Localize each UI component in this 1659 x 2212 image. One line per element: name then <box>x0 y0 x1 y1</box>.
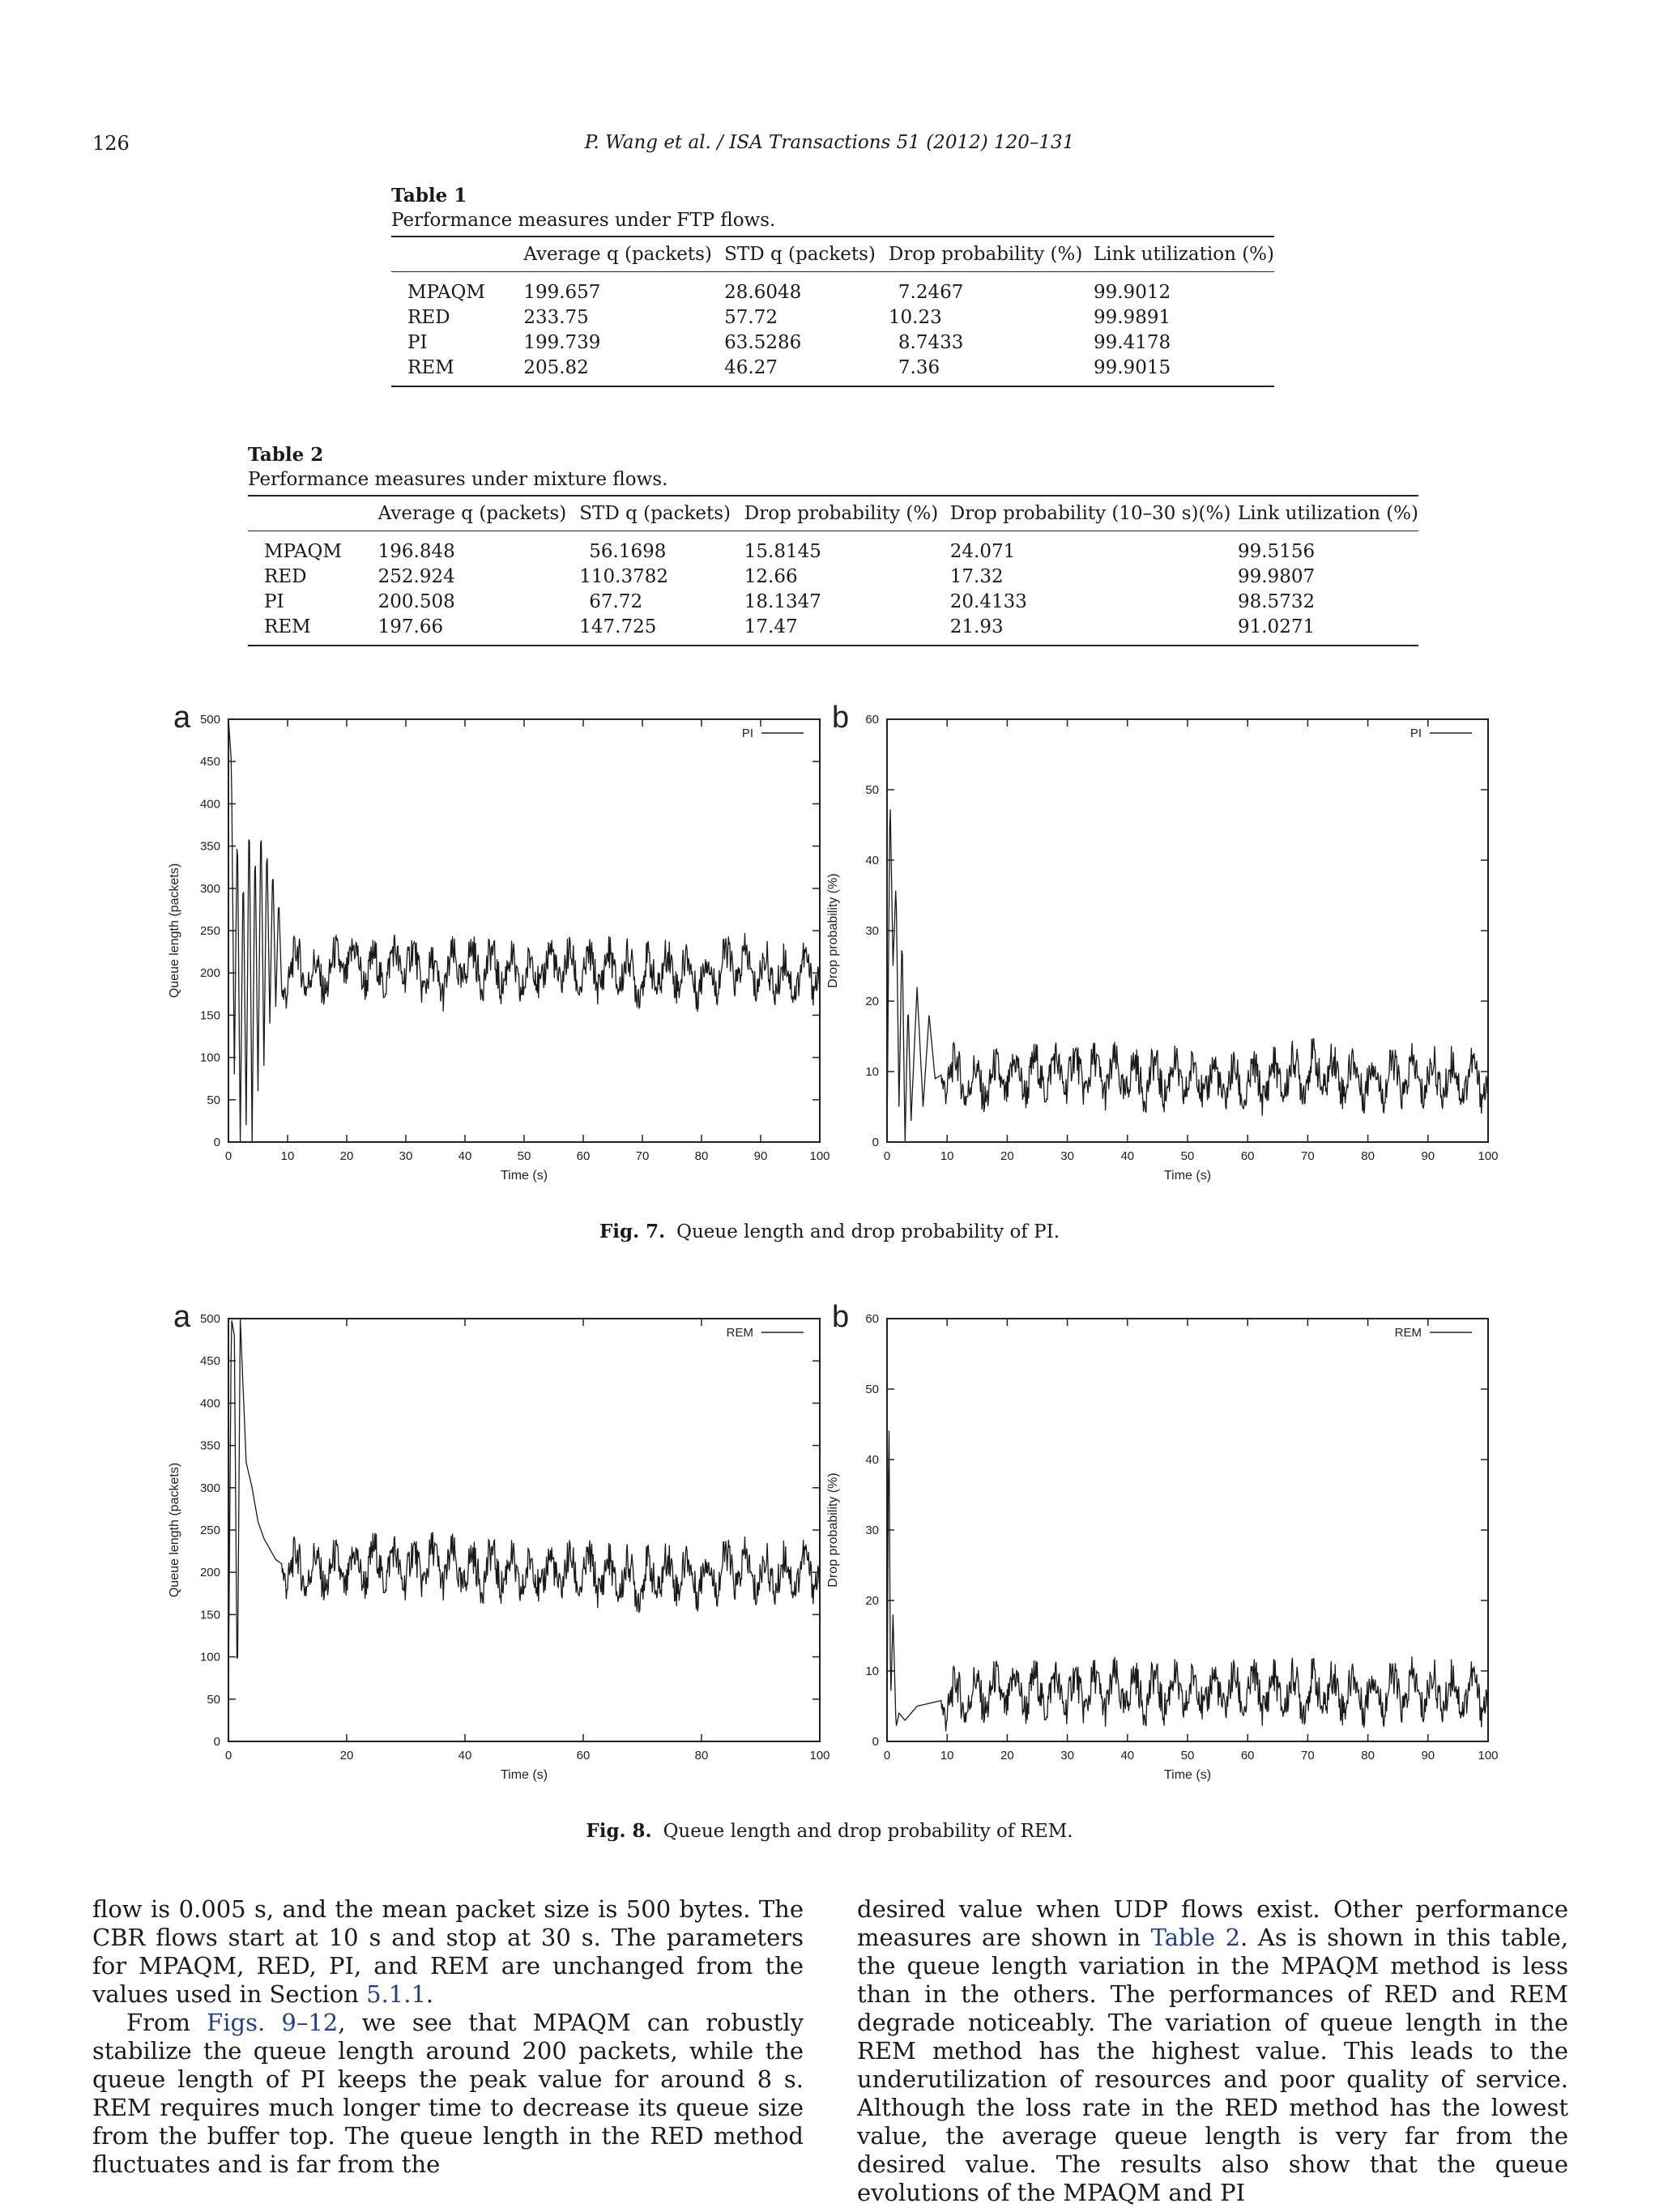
x-tick-label: 10 <box>940 1149 954 1163</box>
figure-8-caption <box>0 1820 1659 1842</box>
table-cell: 10.23 <box>888 307 942 328</box>
y-tick-label: 100 <box>199 1051 220 1065</box>
table-1-grid <box>391 236 1274 387</box>
y-tick-label: 100 <box>199 1650 220 1664</box>
x-tick-label: 90 <box>1421 1749 1435 1762</box>
figure-7-label: Fig. 7. <box>599 1221 666 1242</box>
y-tick-label: 250 <box>199 1524 220 1537</box>
table-cell: 24.071 <box>949 541 1016 562</box>
table-2 <box>248 444 1418 646</box>
table-cell: 46.27 <box>724 357 889 386</box>
x-tick-label: 80 <box>1361 1149 1375 1163</box>
table-cell: 28.6048 <box>724 282 802 303</box>
x-axis-label: Time (s) <box>1163 1768 1212 1782</box>
series-line <box>228 1319 820 1690</box>
figure-7 <box>0 688 1659 1191</box>
table-header-cell: Link utilization (%) <box>1238 496 1418 531</box>
table-row <box>248 531 1418 567</box>
x-axis-label: Time (s) <box>500 1169 548 1183</box>
y-tick-label: 350 <box>199 1438 220 1453</box>
table-cell: RED <box>264 566 307 587</box>
y-tick-label: 60 <box>865 713 879 727</box>
series-line <box>887 1430 1488 1741</box>
y-tick-label: 350 <box>199 839 220 854</box>
table-cell: 99.9807 <box>1237 566 1316 587</box>
table-cell: 21.93 <box>950 616 1238 646</box>
x-tick-label: 100 <box>1478 1149 1499 1163</box>
x-tick-label: 60 <box>1240 1749 1255 1762</box>
x-tick-label: 80 <box>1361 1749 1375 1762</box>
y-tick-label: 40 <box>865 854 879 867</box>
table-row <box>391 332 1274 357</box>
body-left-column <box>92 1895 804 2179</box>
table-link[interactable]: Table 2 <box>1150 1924 1241 1951</box>
y-tick-label: 0 <box>872 1136 879 1149</box>
table-cell: 99.5156 <box>1237 541 1316 562</box>
y-tick-label: 20 <box>865 1594 879 1608</box>
x-axis-label: Time (s) <box>500 1768 548 1782</box>
table-cell: 99.9012 <box>1093 282 1171 303</box>
x-tick-label: 40 <box>458 1749 472 1762</box>
y-tick-label: 20 <box>865 995 879 1008</box>
x-tick-label: 100 <box>809 1149 830 1163</box>
y-tick-label: 50 <box>207 1093 220 1107</box>
table-cell: MPAQM <box>264 541 342 562</box>
table-header-cell: Link utilization (%) <box>1094 237 1274 272</box>
y-axis-label: Queue length (packets) <box>168 863 181 999</box>
x-tick-label: 0 <box>883 1749 891 1762</box>
table-cell: PI <box>407 332 428 353</box>
plot-frame <box>228 1319 820 1741</box>
y-tick-label: 60 <box>865 1312 879 1326</box>
x-tick-label: 40 <box>458 1149 472 1163</box>
x-tick-label: 70 <box>1301 1749 1315 1762</box>
y-tick-label: 30 <box>865 1524 879 1537</box>
legend-label: PI <box>741 727 753 740</box>
y-tick-label: 500 <box>199 713 220 727</box>
legend-label: REM <box>1394 1326 1422 1340</box>
paragraph-text: . <box>425 1980 434 2008</box>
table-row <box>248 616 1418 646</box>
table-cell: 200.508 <box>377 591 455 612</box>
table-2-header-row <box>248 496 1418 531</box>
panel-letter: a <box>173 701 191 735</box>
table-1 <box>391 185 1274 387</box>
table-cell: REM <box>391 357 523 386</box>
figure-7-plots <box>0 688 1659 1191</box>
x-tick-label: 60 <box>576 1749 591 1762</box>
panel-letter: a <box>173 1300 191 1334</box>
x-tick-label: 60 <box>1240 1149 1255 1163</box>
y-axis-label: Drop probability (%) <box>826 873 840 988</box>
figure-7-caption <box>0 1221 1659 1242</box>
paragraph-text: desired value when UDP flows exist. Other performance measures are shown in <box>857 1895 1568 1951</box>
table-cell: 12.66 <box>744 566 798 587</box>
paragraph-text: , we see that MPAQM can robustly stabilize the queue length around 200 packets, while the queue length of PI keeps the peak value for around 8 s. REM requires much longer time to decrease its queue size from the buffer top. The queue length in the RED method fluctuates and is far from the <box>92 2009 804 2178</box>
y-tick-label: 50 <box>207 1692 220 1707</box>
figure-8-caption-text: Queue length and drop probability of REM. <box>663 1821 1073 1842</box>
x-tick-label: 30 <box>399 1149 413 1163</box>
table-cell: 99.9015 <box>1094 357 1274 386</box>
table-cell: 17.47 <box>744 616 950 646</box>
x-tick-label: 80 <box>694 1749 709 1762</box>
legend-label: PI <box>1410 727 1422 740</box>
paragraph-text: . As is shown in this table, the queue length variation in the MPAQM method is less than in the others. The performances of RED and REM degrade noticeably. The variation of queue length in the REM method has the highest value. This leads to the underutilization of resources and poor quality of service. Although the loss rate in the RED method has the lowest value, the average queue length is very far from the desired value. The results also show that the queue evolutions of the MPAQM and PI <box>857 1924 1568 2206</box>
figure-7-caption-text: Queue length and drop probability of PI. <box>676 1221 1060 1242</box>
x-tick-label: 100 <box>1478 1749 1499 1762</box>
panel-letter: b <box>832 701 850 735</box>
table-1-label: Table 1 <box>391 185 467 207</box>
table-cell: 147.725 <box>579 616 744 646</box>
table-1-caption: Performance measures under FTP flows. <box>391 210 776 231</box>
table-header-cell: STD q (packets) <box>579 496 744 531</box>
section-link[interactable]: 5.1.1 <box>366 1980 426 2008</box>
table-header-cell: Drop probability (10–30 s)(%) <box>950 496 1238 531</box>
x-tick-label: 10 <box>940 1749 954 1762</box>
x-tick-label: 30 <box>1060 1749 1074 1762</box>
table-cell: 8.7433 <box>898 332 964 353</box>
x-tick-label: 50 <box>1180 1149 1195 1163</box>
table-2-caption: Performance measures under mixture flows. <box>248 469 668 490</box>
body-right-column <box>857 1895 1568 2207</box>
table-cell: 98.5732 <box>1237 591 1316 612</box>
y-tick-label: 0 <box>213 1136 220 1149</box>
table-header-cell: STD q (packets) <box>724 237 889 272</box>
body-paragraph <box>857 1895 1568 2207</box>
x-tick-label: 20 <box>339 1149 354 1163</box>
y-tick-label: 200 <box>199 1566 220 1580</box>
x-tick-label: 70 <box>1301 1149 1315 1163</box>
y-tick-label: 50 <box>865 1383 879 1396</box>
body-paragraph <box>92 1895 804 2009</box>
table-cell: 199.657 <box>523 282 601 303</box>
y-tick-label: 30 <box>865 924 879 938</box>
y-tick-label: 50 <box>865 783 879 797</box>
table-cell: 205.82 <box>523 357 724 386</box>
table-header-cell <box>391 237 523 272</box>
table-header-cell: Drop probability (%) <box>744 496 950 531</box>
table-cell: MPAQM <box>407 282 485 303</box>
y-tick-label: 0 <box>213 1735 220 1749</box>
table-header-cell <box>248 496 378 531</box>
table-header-cell: Average q (packets) <box>378 496 580 531</box>
x-tick-label: 50 <box>517 1149 531 1163</box>
figure-8-plots <box>0 1288 1659 1794</box>
x-tick-label: 20 <box>1000 1149 1014 1163</box>
table-cell: 20.4133 <box>949 591 1027 612</box>
table-cell: 17.32 <box>949 566 1004 587</box>
table-cell: 67.72 <box>589 591 643 612</box>
table-cell: 91.0271 <box>1238 616 1418 646</box>
x-tick-label: 40 <box>1120 1149 1135 1163</box>
table-cell: 196.848 <box>377 541 455 562</box>
table-cell: 99.4178 <box>1093 332 1171 353</box>
x-tick-label: 90 <box>753 1149 768 1163</box>
figure-8 <box>0 1288 1659 1794</box>
y-tick-label: 400 <box>199 1396 220 1411</box>
y-tick-label: 250 <box>199 924 220 938</box>
y-axis-label: Queue length (packets) <box>168 1462 181 1598</box>
x-tick-label: 0 <box>883 1149 891 1163</box>
page-number: 126 <box>92 132 130 155</box>
panel-letter: b <box>832 1300 850 1334</box>
table-2-label: Table 2 <box>248 444 324 466</box>
table-row <box>248 566 1418 591</box>
x-tick-label: 0 <box>224 1749 232 1762</box>
table-cell: 197.66 <box>378 616 580 646</box>
y-tick-label: 150 <box>199 1008 220 1023</box>
y-tick-label: 500 <box>199 1312 220 1326</box>
x-axis-label: Time (s) <box>1163 1169 1212 1183</box>
table-row <box>391 307 1274 332</box>
x-tick-label: 20 <box>339 1749 354 1762</box>
body-paragraph <box>92 2009 804 2179</box>
x-tick-label: 30 <box>1060 1149 1074 1163</box>
x-tick-label: 50 <box>1180 1749 1195 1762</box>
figures-link[interactable]: Figs. 9–12 <box>207 2009 339 2036</box>
table-cell: 56.1698 <box>589 541 667 562</box>
x-tick-label: 60 <box>576 1149 591 1163</box>
x-tick-label: 0 <box>224 1149 232 1163</box>
table-cell: 18.1347 <box>744 591 821 612</box>
table-cell: 199.739 <box>523 332 601 353</box>
legend-label: REM <box>726 1326 753 1340</box>
table-header-cell: Drop probability (%) <box>889 237 1094 272</box>
y-tick-label: 400 <box>199 797 220 812</box>
table-cell: 252.924 <box>377 566 455 587</box>
series-line <box>228 719 820 1142</box>
table-cell: 233.75 <box>523 307 589 328</box>
table-1-header-row <box>391 237 1274 272</box>
y-tick-label: 10 <box>865 1065 879 1079</box>
x-tick-label: 20 <box>1000 1749 1014 1762</box>
x-tick-label: 70 <box>635 1149 650 1163</box>
running-header: P. Wang et al. / ISA Transactions 51 (2012) 120–131 <box>584 132 1075 153</box>
y-tick-label: 300 <box>199 881 220 896</box>
x-tick-label: 10 <box>280 1149 295 1163</box>
table-2-grid <box>248 495 1418 646</box>
y-tick-label: 150 <box>199 1608 220 1622</box>
y-tick-label: 200 <box>199 966 220 981</box>
y-tick-label: 450 <box>199 755 220 769</box>
table-cell: 7.36 <box>889 357 1094 386</box>
table-cell: 15.8145 <box>744 541 821 562</box>
table-row <box>248 591 1418 616</box>
y-tick-label: 300 <box>199 1481 220 1495</box>
y-tick-label: 40 <box>865 1453 879 1467</box>
x-tick-label: 90 <box>1421 1149 1435 1163</box>
table-cell: 63.5286 <box>724 332 802 353</box>
table-cell: REM <box>248 616 378 646</box>
table-cell: 110.3782 <box>579 566 669 587</box>
table-header-cell: Average q (packets) <box>523 237 724 272</box>
series-line <box>887 809 1488 1142</box>
x-tick-label: 100 <box>809 1749 830 1762</box>
y-tick-label: 10 <box>865 1664 879 1678</box>
y-tick-label: 0 <box>872 1735 879 1749</box>
table-row <box>391 272 1274 308</box>
y-tick-label: 450 <box>199 1354 220 1369</box>
table-cell: 57.72 <box>724 307 778 328</box>
table-row <box>391 357 1274 386</box>
paragraph-text: From <box>126 2009 207 2036</box>
table-cell: 99.9891 <box>1093 307 1171 328</box>
table-cell: RED <box>407 307 450 328</box>
table-cell: 7.2467 <box>898 282 964 303</box>
y-axis-label: Drop probability (%) <box>826 1473 840 1588</box>
figure-8-label: Fig. 8. <box>586 1820 652 1842</box>
table-cell: PI <box>264 591 284 612</box>
plot-frame <box>228 719 820 1142</box>
x-tick-label: 40 <box>1120 1749 1135 1762</box>
x-tick-label: 80 <box>694 1149 709 1163</box>
paragraph-text: flow is 0.005 s, and the mean packet size is 500 bytes. The CBR flows start at 10 s and stop at 30 s. The parameters for MPAQM, RED, PI, and REM are unchanged from the values used in Section <box>92 1895 804 2008</box>
